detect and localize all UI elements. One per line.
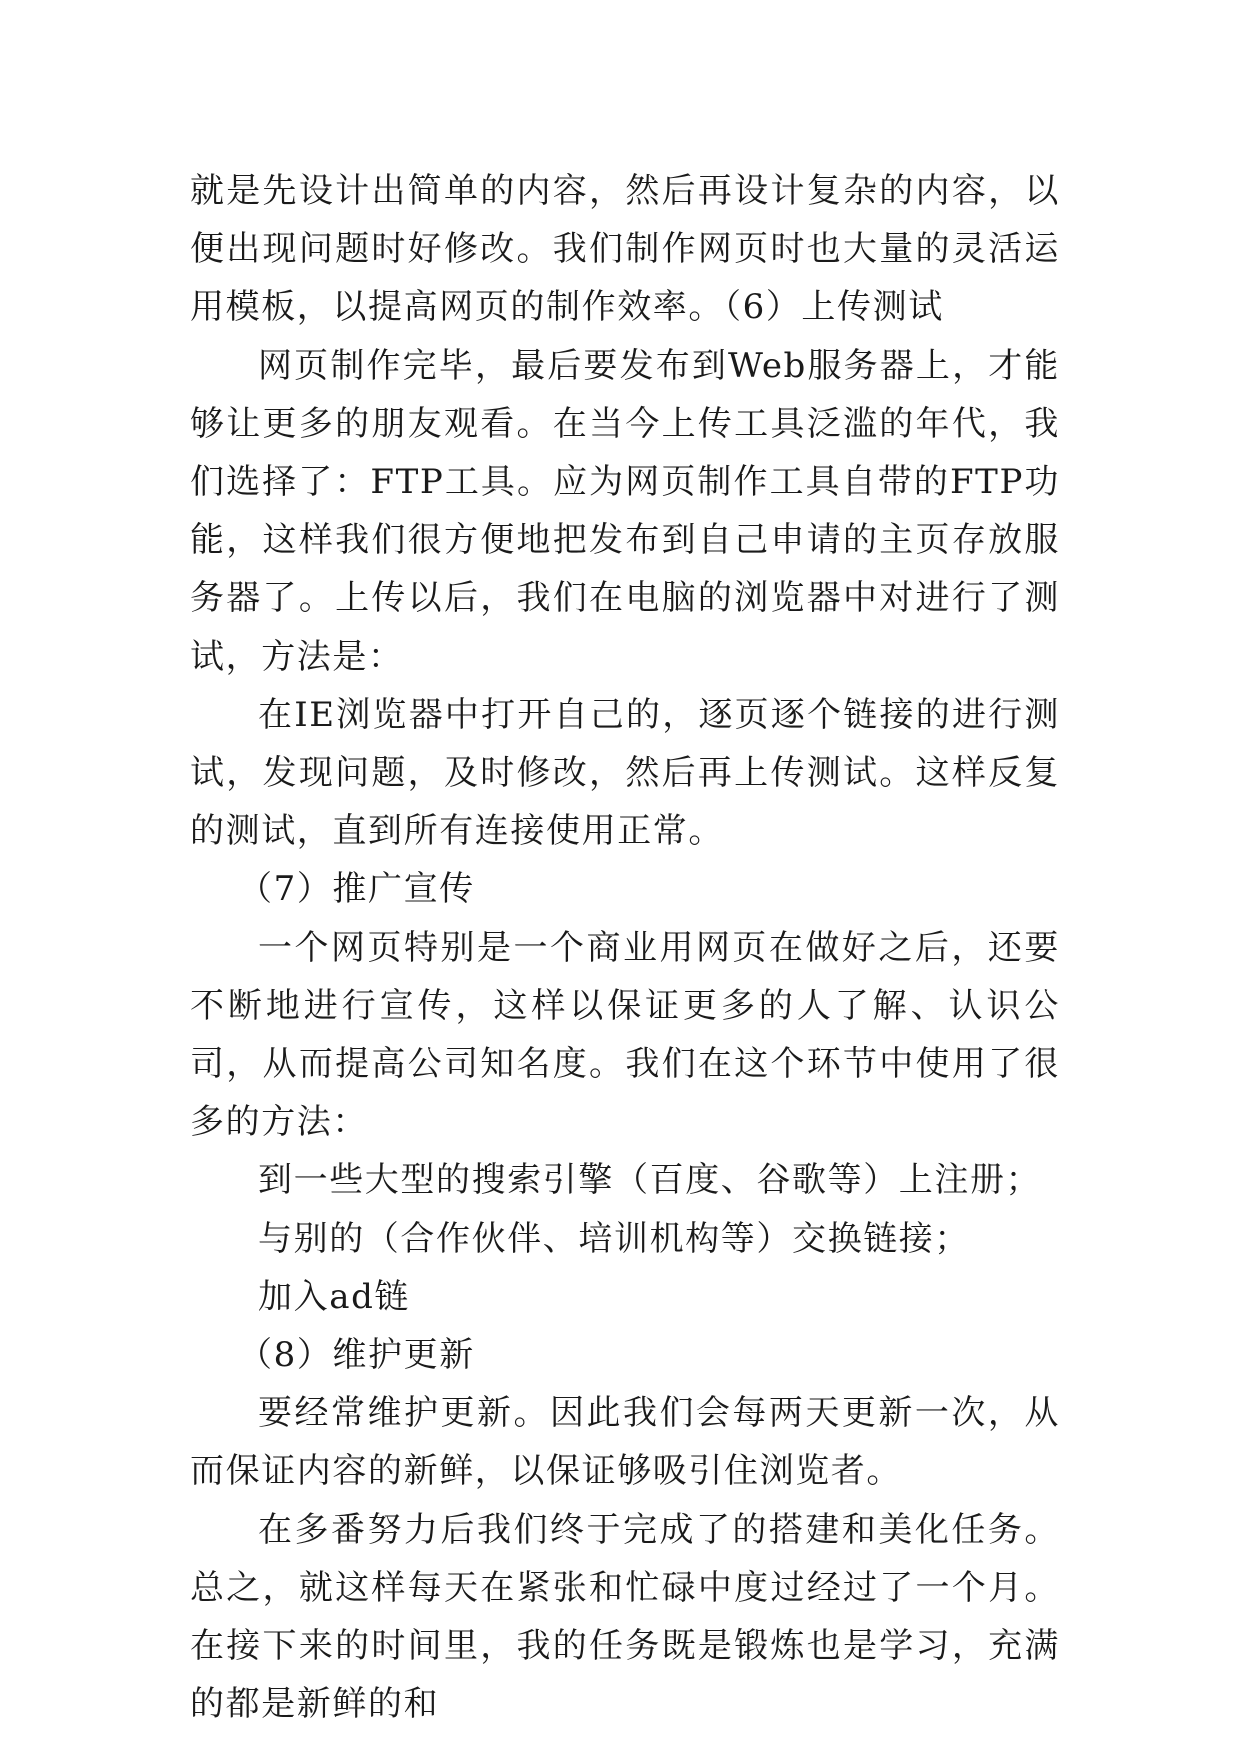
paragraph-3: 在IE浏览器中打开自己的，逐页逐个链接的进行测试，发现问题，及时修改，然后再上传测试。这样反复的测试，直到所有连接使用正常。: [190, 694, 1060, 852]
paragraph-5: 一个网页特别是一个商业用网页在做好之后，还要不断地进行宣传，这样以保证更多的人了解、认识公司，从而提高公司知名度。我们在这个环节中使用了很多的方法：: [190, 927, 1060, 1143]
section-heading-7: （7）推广宣传: [238, 869, 475, 910]
list-item-exchange-links: 与别的（合作伙伴、培训机构等）交换链接；: [258, 1218, 970, 1259]
paragraph-10: 要经常维护更新。因此我们会每两天更新一次，从而保证内容的新鲜，以保证够吸引住浏览者。: [190, 1393, 1060, 1492]
list-item-search-engines: 到一些大型的搜索引擎（百度、谷歌等）上注册；: [258, 1160, 1042, 1201]
list-item-ad-chain: 加入ad链: [258, 1276, 411, 1317]
paragraph-11: 在多番努力后我们终于完成了的搭建和美化任务。总之，就这样每天在紧张和忙碌中度过经过了一个月。在接下来的时间里，我的任务既是锻炼也是学习，充满的都是新鲜的和: [190, 1509, 1060, 1725]
section-heading-8: （8）维护更新: [238, 1335, 475, 1376]
document-body: [190, 162, 1060, 1733]
paragraph-2: 网页制作完毕，最后要发布到Web服务器上，才能够让更多的朋友观看。在当今上传工具泛滥的年代，我们选择了：FTP工具。应为网页制作工具自带的FTP功能，这样我们很方便地把发布到自己申请的主页存放服务器了。上传以后，我们在电脑的浏览器中对进行了测试，方法是：: [190, 345, 1060, 677]
paragraph-1: 就是先设计出简单的内容，然后再设计复杂的内容，以便出现问题时好修改。我们制作网页时也大量的灵活运用模板，以提高网页的制作效率。（6）上传测试: [190, 171, 1060, 328]
